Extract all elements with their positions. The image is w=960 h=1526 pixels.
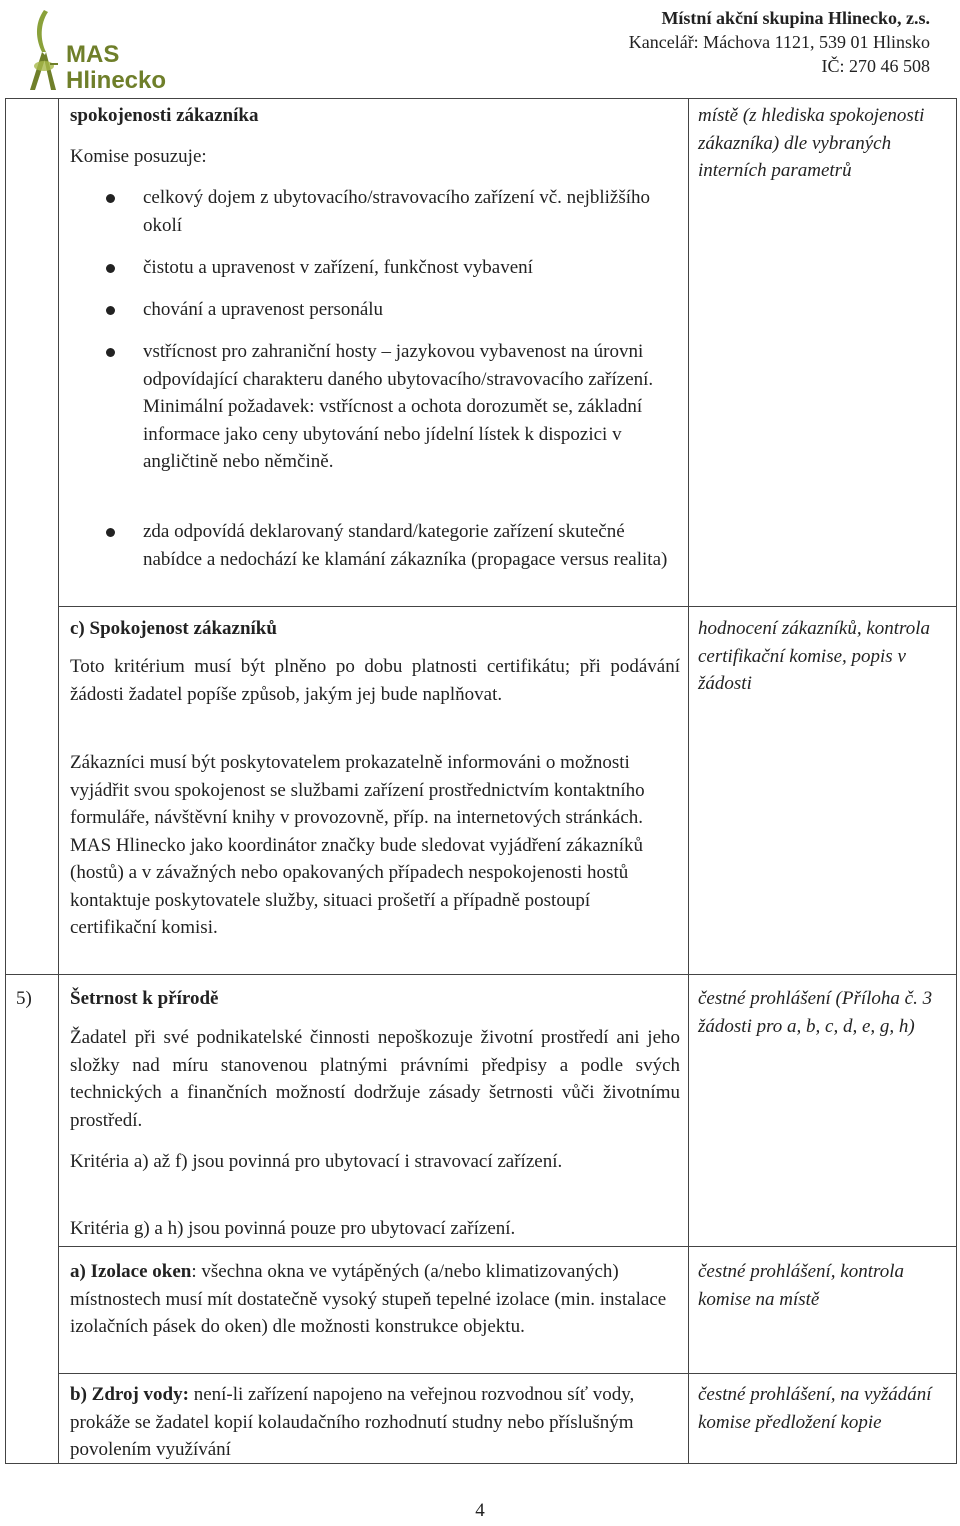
page-number: 4 xyxy=(475,1500,485,1521)
bullet-3 xyxy=(106,306,115,315)
row5-label: b) Zdroj vody: xyxy=(70,1384,189,1405)
bullet-1 xyxy=(106,194,115,203)
row-divider-2 xyxy=(6,974,956,975)
row2-title: c) Spokojenost zákazníků xyxy=(70,618,277,639)
row1-title: spokojenosti zákazníka xyxy=(70,105,259,126)
row1-bullet-3: chování a upravenost personálu xyxy=(143,299,384,320)
column-divider-2 xyxy=(688,99,689,1463)
row3-paragraph-3: Kritéria g) a h) jsou povinná pouze pro ubytovací zařízení. xyxy=(70,1218,516,1239)
org-ic: IČ: 270 46 508 xyxy=(821,56,930,76)
row5-body: není-li zařízení napojeno na veřejnou rozvodnou síť vody, prokáže se žadatel kopií kolaudačního rozhodnutí studny nebo příslušným povolením využívání xyxy=(70,1384,635,1460)
row1-bullet-1: celkový dojem z ubytovacího/stravovacího zařízení vč. nejbližšího okolí xyxy=(143,187,651,236)
row3-title: Šetrnost k přírodě xyxy=(70,988,219,1009)
row1-bullet-4: vstřícnost pro zahraniční hosty – jazykovou vybavenost na úrovni odpovídající charakteru daného ubytovacího/stravovacího zařízení. Minimální požadavek: vstřícnost a ochota dorozumět se, základní informace jako ceny ubytování nebo jídelní lístek k dispozici v angličtině nebo němčině. xyxy=(143,341,654,472)
row4-evaluation: čestné prohlášení, kontrola komise na místě xyxy=(698,1261,904,1310)
criterion-number: 5) xyxy=(16,988,32,1009)
row3-paragraph-2: Kritéria a) až f) jsou povinná pro ubytovací i stravovací zařízení. xyxy=(70,1151,563,1172)
bullet-4 xyxy=(106,348,115,357)
row1-evaluation: místě (z hlediska spokojenosti zákazníka) dle vybraných interních parametrů xyxy=(698,105,925,181)
row1-bullet-5: zda odpovídá deklarovaný standard/kategorie zařízení skutečné nabídce a nedochází ke klamání zákazníka (propagace versus realita) xyxy=(143,521,668,570)
row1-bullet-2: čistotu a upravenost v zařízení, funkčnost vybavení xyxy=(143,257,533,278)
letterhead xyxy=(629,6,930,78)
org-name: Místní akční skupina Hlinecko, z.s. xyxy=(661,8,930,28)
org-address: Kancelář: Máchova 1121, 539 01 Hlinsko xyxy=(628,32,930,52)
row-divider-1 xyxy=(58,606,956,607)
row5-text xyxy=(70,1381,670,1464)
column-divider-1 xyxy=(58,99,59,1463)
row2-paragraph-1: Toto kritérium musí být plněno po dobu platnosti certifikátu; při podávání žádosti žadatel popíše způsob, jakým jej bude naplňovat. xyxy=(70,656,680,705)
criteria-table xyxy=(5,98,957,1464)
row2-evaluation: hodnocení zákazníků, kontrola certifikační komise, popis v žádosti xyxy=(698,618,931,694)
row3-paragraph-1: Žadatel při své podnikatelské činnosti nepoškozuje životní prostředí ani jeho složky nad míru stanovenou platnými právními předpisy a podle svých technických a finančních možností dodržuje zásady šetrnosti vůči životnímu prostředí. xyxy=(70,1027,680,1131)
bullet-2 xyxy=(106,264,115,273)
row3-evaluation: čestné prohlášení (Příloha č. 3 žádosti pro a, b, c, d, e, g, h) xyxy=(698,988,933,1037)
logo xyxy=(22,6,192,94)
row1-intro: Komise posuzuje: xyxy=(70,146,207,167)
row5-evaluation: čestné prohlášení, na vyžádání komise předložení kopie xyxy=(698,1384,932,1433)
row4-text xyxy=(70,1258,670,1341)
logo-text: MAS Hlinecko xyxy=(66,41,167,94)
row-divider-4 xyxy=(58,1373,956,1374)
bullet-5 xyxy=(106,528,115,537)
row2-paragraph-2: Zákazníci musí být poskytovatelem prokazatelně informováni o možnosti vyjádřit svou spokojenost se službami zařízení prostřednictvím kontaktního formuláře, návštěvní knihy v provozovně, příp. na internetových stránkách. MAS Hlinecko jako koordinátor značky bude sledovat vyjádření zákazníků (hostů) a v závažných nebo opakovaných případech nespokojenosti hostů kontaktuje poskytovatele služby, situaci prošetří a případně postoupí certifikační komisi. xyxy=(70,752,645,938)
row-divider-3 xyxy=(58,1246,956,1247)
row4-label: a) Izolace oken xyxy=(70,1261,192,1282)
row4-body: : všechna okna ve vytápěných (a/nebo klimatizovaných) místnostech musí mít dostatečně vysoký stupeň tepelné izolace (min. instalace izolačních pásek do oken) dle možnosti konstrukce objektu. xyxy=(70,1261,667,1337)
